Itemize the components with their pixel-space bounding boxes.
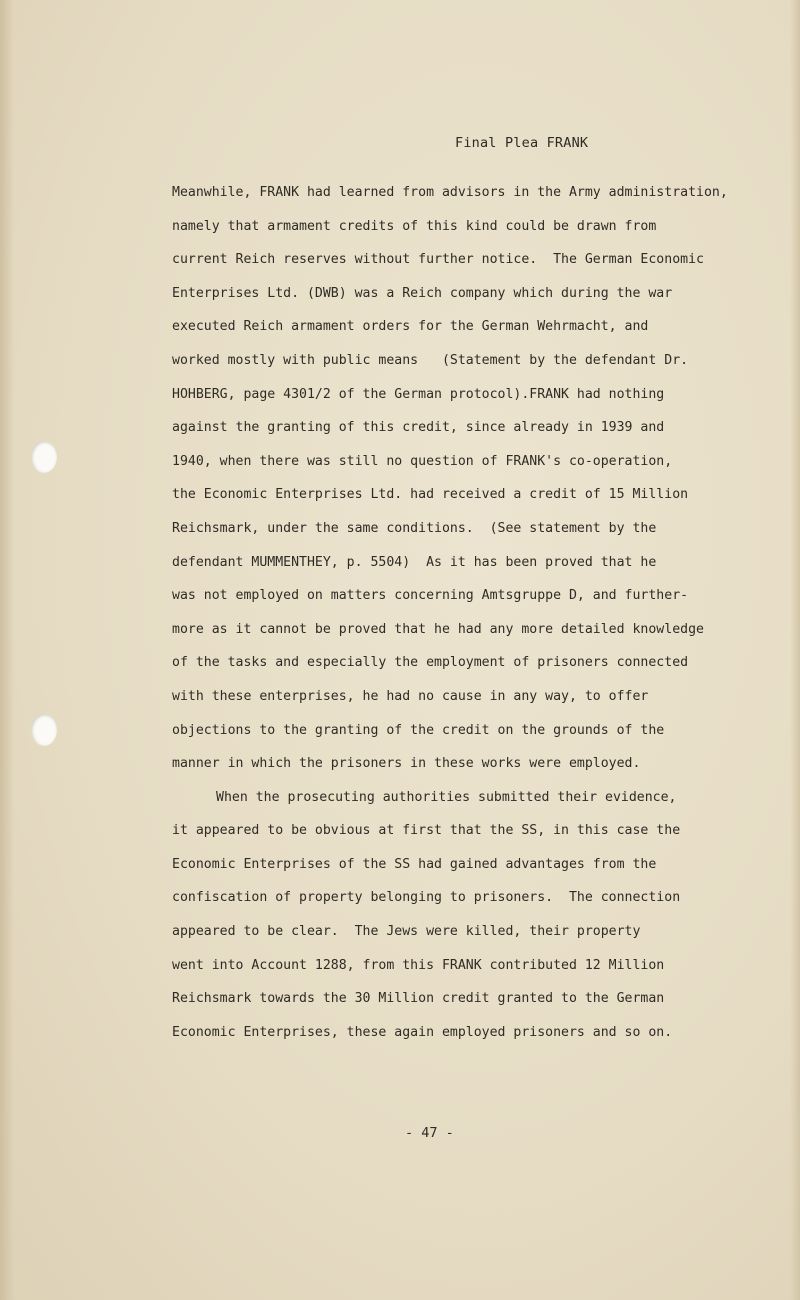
text-line: manner in which the prisoners in these works were employed. [172,756,641,772]
text-line: executed Reich armament orders for the German Wehrmacht, and [172,319,649,335]
text-line: Enterprises Ltd. (DWB) was a Reich company which during the war [172,285,673,301]
text-line: confiscation of property belonging to prisoners. The connection [172,890,681,906]
text-line: Economic Enterprises of the SS had gained advantages from the [172,856,657,872]
text-line: went into Account 1288, from this FRANK contributed 12 Million [172,957,665,973]
text-line: Reichsmark, under the same conditions. (See statement by the [172,520,657,536]
text-line: objections to the granting of the credit on the grounds of the [172,722,665,738]
page-header-title: Final Plea FRANK [455,135,589,151]
text-line: was not employed on matters concerning Amtsgruppe D, and further- [172,588,689,604]
punch-hole-bottom [31,714,57,746]
text-line: of the tasks and especially the employment of prisoners connected [172,655,689,671]
text-line: Reichsmark towards the 30 Million credit granted to the German [172,991,665,1007]
text-line: Meanwhile, FRANK had learned from advisors in the Army administration, [172,185,728,200]
text-line: more as it cannot be proved that he had any more detailed knowledge [172,621,704,637]
text-line: HOHBERG, page 4301/2 of the German protocol).FRANK had nothing [172,386,665,402]
text-line: with these enterprises, he had no cause in any way, to offer [172,688,649,704]
punch-hole-top [31,441,57,473]
text-line: current Reich reserves without further notice. The German Economic [172,252,704,268]
text-line-paragraph-start: When the prosecuting authorities submitted their evidence, [216,789,677,805]
text-line: defendant MUMMENTHEY, p. 5504) As it has been proved that he [172,554,657,570]
text-line: the Economic Enterprises Ltd. had received a credit of 15 Million [172,487,689,503]
page-number: - 47 - [405,1125,454,1141]
text-line: against the granting of this credit, since already in 1939 and [172,420,665,436]
paper-edge-right [790,0,800,1300]
text-line: appeared to be clear. The Jews were killed, their property [172,924,641,940]
text-line: worked mostly with public means (Statement by the defendant Dr. [172,352,689,368]
text-line: Economic Enterprises, these again employed prisoners and so on. [172,1024,673,1040]
text-line: namely that armament credits of this kind could be drawn from [172,218,657,234]
paper-edge-left [0,0,14,1300]
body-text [172,183,772,1056]
text-line: it appeared to be obvious at first that the SS, in this case the [172,823,681,839]
text-line: 1940, when there was still no question of FRANK's co-operation, [172,453,673,469]
